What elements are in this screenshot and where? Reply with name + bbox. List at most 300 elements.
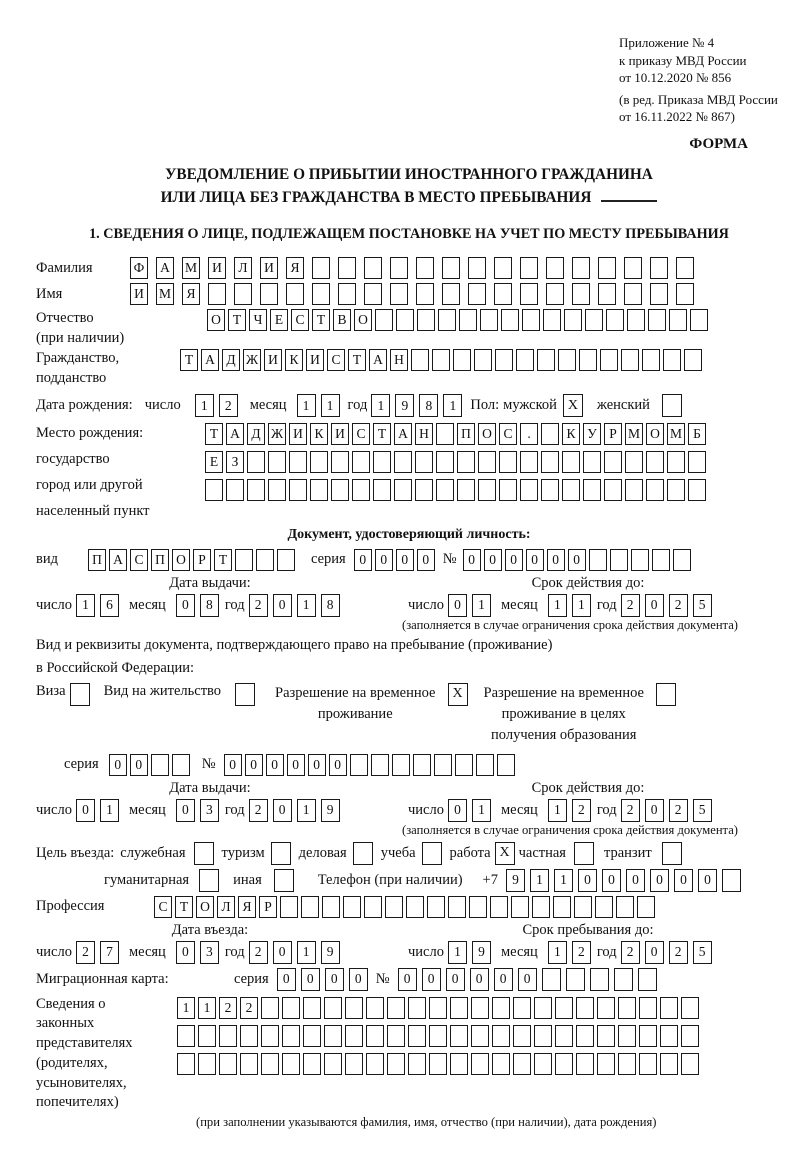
purpose-business-checkbox[interactable] <box>194 842 214 865</box>
char-cell[interactable] <box>650 257 668 279</box>
char-cell[interactable] <box>331 479 349 501</box>
char-cell[interactable]: 0 <box>375 549 393 571</box>
char-cell[interactable]: С <box>291 309 309 331</box>
char-cell[interactable] <box>564 309 582 331</box>
char-cell[interactable] <box>499 451 517 473</box>
char-cell[interactable] <box>494 283 512 305</box>
char-cell[interactable] <box>631 549 649 571</box>
char-cell[interactable]: К <box>562 423 580 445</box>
char-cell[interactable]: 1 <box>472 594 491 617</box>
char-cell[interactable] <box>681 1053 699 1075</box>
char-cell[interactable] <box>343 896 361 918</box>
char-cell[interactable] <box>624 283 642 305</box>
char-cell[interactable] <box>268 451 286 473</box>
char-cell[interactable] <box>198 1025 216 1047</box>
char-cell[interactable]: О <box>196 896 214 918</box>
char-cell[interactable] <box>366 997 384 1019</box>
char-cell[interactable]: 0 <box>578 869 597 892</box>
char-cell[interactable] <box>434 754 452 776</box>
char-cell[interactable] <box>289 451 307 473</box>
char-cell[interactable] <box>303 1025 321 1047</box>
char-cell[interactable]: 0 <box>308 754 326 776</box>
char-cell[interactable] <box>621 349 639 371</box>
char-cell[interactable]: 0 <box>547 549 565 571</box>
char-cell[interactable] <box>151 754 169 776</box>
char-cell[interactable] <box>652 549 670 571</box>
char-cell[interactable]: И <box>208 257 226 279</box>
char-cell[interactable] <box>562 451 580 473</box>
char-cell[interactable]: 1 <box>448 941 467 964</box>
char-cell[interactable] <box>411 349 429 371</box>
char-cell[interactable] <box>442 283 460 305</box>
char-cell[interactable] <box>598 283 616 305</box>
char-cell[interactable]: 2 <box>219 997 237 1019</box>
char-cell[interactable]: 0 <box>349 968 368 991</box>
char-cell[interactable]: 9 <box>321 799 340 822</box>
char-cell[interactable] <box>453 349 471 371</box>
char-cell[interactable] <box>177 1053 195 1075</box>
char-cell[interactable]: 0 <box>354 549 372 571</box>
char-cell[interactable] <box>198 1053 216 1075</box>
char-cell[interactable]: 0 <box>602 869 621 892</box>
char-cell[interactable] <box>429 997 447 1019</box>
residence-permit-checkbox[interactable] <box>235 683 255 706</box>
char-cell[interactable] <box>589 549 607 571</box>
char-cell[interactable]: 1 <box>297 941 316 964</box>
char-cell[interactable]: 0 <box>645 594 664 617</box>
char-cell[interactable] <box>303 997 321 1019</box>
char-cell[interactable] <box>583 451 601 473</box>
char-cell[interactable]: Т <box>214 549 232 571</box>
char-cell[interactable] <box>681 1025 699 1047</box>
char-cell[interactable] <box>480 309 498 331</box>
char-cell[interactable]: 2 <box>621 594 640 617</box>
char-cell[interactable]: 0 <box>277 968 296 991</box>
char-cell[interactable] <box>177 1025 195 1047</box>
char-cell[interactable] <box>345 997 363 1019</box>
char-cell[interactable]: И <box>264 349 282 371</box>
char-cell[interactable] <box>312 283 330 305</box>
char-cell[interactable] <box>469 896 487 918</box>
char-cell[interactable] <box>627 309 645 331</box>
char-cell[interactable] <box>205 479 223 501</box>
char-cell[interactable] <box>350 754 368 776</box>
char-cell[interactable] <box>338 257 356 279</box>
char-cell[interactable] <box>390 283 408 305</box>
char-cell[interactable] <box>513 997 531 1019</box>
char-cell[interactable]: 1 <box>530 869 549 892</box>
char-cell[interactable] <box>566 968 585 991</box>
char-cell[interactable] <box>541 451 559 473</box>
char-cell[interactable] <box>646 479 664 501</box>
char-cell[interactable] <box>676 257 694 279</box>
char-cell[interactable] <box>457 479 475 501</box>
char-cell[interactable] <box>534 1025 552 1047</box>
char-cell[interactable] <box>436 479 454 501</box>
char-cell[interactable] <box>471 997 489 1019</box>
char-cell[interactable]: 0 <box>273 941 292 964</box>
char-cell[interactable]: А <box>201 349 219 371</box>
char-cell[interactable]: С <box>352 423 370 445</box>
char-cell[interactable] <box>324 1053 342 1075</box>
char-cell[interactable]: 1 <box>195 394 214 417</box>
char-cell[interactable]: А <box>369 349 387 371</box>
char-cell[interactable] <box>520 257 538 279</box>
char-cell[interactable]: 0 <box>448 799 467 822</box>
char-cell[interactable]: Т <box>175 896 193 918</box>
char-cell[interactable] <box>494 257 512 279</box>
char-cell[interactable] <box>468 257 486 279</box>
char-cell[interactable]: С <box>499 423 517 445</box>
char-cell[interactable]: 0 <box>76 799 95 822</box>
char-cell[interactable] <box>416 257 434 279</box>
char-cell[interactable] <box>345 1025 363 1047</box>
char-cell[interactable]: 0 <box>494 968 513 991</box>
char-cell[interactable]: О <box>478 423 496 445</box>
char-cell[interactable] <box>513 1025 531 1047</box>
char-cell[interactable] <box>532 896 550 918</box>
purpose-work-checkbox[interactable]: X <box>495 842 515 865</box>
char-cell[interactable] <box>364 257 382 279</box>
char-cell[interactable] <box>282 1053 300 1075</box>
char-cell[interactable] <box>455 754 473 776</box>
char-cell[interactable] <box>373 479 391 501</box>
char-cell[interactable] <box>520 283 538 305</box>
char-cell[interactable]: 0 <box>518 968 537 991</box>
char-cell[interactable] <box>261 997 279 1019</box>
char-cell[interactable] <box>618 1053 636 1075</box>
char-cell[interactable]: 0 <box>422 968 441 991</box>
char-cell[interactable] <box>642 349 660 371</box>
char-cell[interactable] <box>394 479 412 501</box>
char-cell[interactable] <box>546 283 564 305</box>
char-cell[interactable] <box>219 1025 237 1047</box>
char-cell[interactable] <box>364 896 382 918</box>
char-cell[interactable] <box>495 349 513 371</box>
char-cell[interactable]: У <box>583 423 601 445</box>
char-cell[interactable] <box>690 309 708 331</box>
char-cell[interactable] <box>268 479 286 501</box>
purpose-other-checkbox[interactable] <box>274 869 294 892</box>
char-cell[interactable]: О <box>646 423 664 445</box>
char-cell[interactable]: Р <box>259 896 277 918</box>
char-cell[interactable]: 8 <box>419 394 438 417</box>
char-cell[interactable] <box>468 283 486 305</box>
char-cell[interactable]: 1 <box>554 869 573 892</box>
char-cell[interactable] <box>415 479 433 501</box>
char-cell[interactable] <box>240 1025 258 1047</box>
char-cell[interactable]: С <box>327 349 345 371</box>
char-cell[interactable]: А <box>156 257 174 279</box>
char-cell[interactable]: 8 <box>200 594 219 617</box>
char-cell[interactable] <box>650 283 668 305</box>
char-cell[interactable] <box>406 896 424 918</box>
char-cell[interactable]: 2 <box>621 941 640 964</box>
char-cell[interactable]: М <box>182 257 200 279</box>
purpose-study-checkbox[interactable] <box>422 842 442 865</box>
char-cell[interactable]: 0 <box>484 549 502 571</box>
char-cell[interactable]: И <box>260 257 278 279</box>
char-cell[interactable] <box>235 549 253 571</box>
char-cell[interactable] <box>520 479 538 501</box>
char-cell[interactable] <box>553 896 571 918</box>
char-cell[interactable] <box>413 754 431 776</box>
char-cell[interactable]: 2 <box>249 941 268 964</box>
char-cell[interactable]: 0 <box>398 968 417 991</box>
char-cell[interactable] <box>301 896 319 918</box>
purpose-tourism-checkbox[interactable] <box>271 842 291 865</box>
char-cell[interactable] <box>219 1053 237 1075</box>
char-cell[interactable] <box>618 997 636 1019</box>
char-cell[interactable] <box>576 1025 594 1047</box>
char-cell[interactable]: 1 <box>443 394 462 417</box>
char-cell[interactable] <box>648 309 666 331</box>
char-cell[interactable]: 0 <box>526 549 544 571</box>
char-cell[interactable]: 0 <box>301 968 320 991</box>
char-cell[interactable]: 2 <box>249 799 268 822</box>
char-cell[interactable] <box>331 451 349 473</box>
char-cell[interactable] <box>663 349 681 371</box>
purpose-transit-checkbox[interactable] <box>662 842 682 865</box>
char-cell[interactable]: 2 <box>621 799 640 822</box>
char-cell[interactable] <box>604 451 622 473</box>
char-cell[interactable]: 9 <box>321 941 340 964</box>
char-cell[interactable] <box>534 1053 552 1075</box>
char-cell[interactable] <box>448 896 466 918</box>
char-cell[interactable] <box>660 1025 678 1047</box>
char-cell[interactable]: 0 <box>645 799 664 822</box>
char-cell[interactable] <box>558 349 576 371</box>
char-cell[interactable] <box>322 896 340 918</box>
char-cell[interactable] <box>576 1053 594 1075</box>
char-cell[interactable] <box>474 349 492 371</box>
char-cell[interactable]: 5 <box>693 941 712 964</box>
char-cell[interactable] <box>310 479 328 501</box>
char-cell[interactable] <box>234 283 252 305</box>
char-cell[interactable] <box>555 997 573 1019</box>
char-cell[interactable] <box>546 257 564 279</box>
char-cell[interactable]: Т <box>312 309 330 331</box>
char-cell[interactable]: С <box>130 549 148 571</box>
char-cell[interactable] <box>585 309 603 331</box>
char-cell[interactable]: 2 <box>669 941 688 964</box>
char-cell[interactable]: В <box>333 309 351 331</box>
char-cell[interactable]: 1 <box>321 394 340 417</box>
char-cell[interactable] <box>541 423 559 445</box>
char-cell[interactable] <box>562 479 580 501</box>
char-cell[interactable] <box>492 997 510 1019</box>
char-cell[interactable] <box>366 1053 384 1075</box>
char-cell[interactable] <box>614 968 633 991</box>
char-cell[interactable] <box>324 1025 342 1047</box>
char-cell[interactable]: 0 <box>176 594 195 617</box>
char-cell[interactable] <box>375 309 393 331</box>
char-cell[interactable]: И <box>331 423 349 445</box>
char-cell[interactable]: 0 <box>329 754 347 776</box>
purpose-private-checkbox[interactable] <box>574 842 594 865</box>
char-cell[interactable] <box>385 896 403 918</box>
char-cell[interactable] <box>416 283 434 305</box>
char-cell[interactable]: 0 <box>130 754 148 776</box>
char-cell[interactable]: И <box>306 349 324 371</box>
char-cell[interactable]: А <box>394 423 412 445</box>
char-cell[interactable]: О <box>207 309 225 331</box>
char-cell[interactable] <box>673 549 691 571</box>
char-cell[interactable] <box>289 479 307 501</box>
char-cell[interactable] <box>676 283 694 305</box>
char-cell[interactable] <box>392 754 410 776</box>
char-cell[interactable] <box>387 1025 405 1047</box>
char-cell[interactable]: Д <box>247 423 265 445</box>
char-cell[interactable] <box>450 1025 468 1047</box>
char-cell[interactable]: 0 <box>505 549 523 571</box>
char-cell[interactable]: А <box>226 423 244 445</box>
char-cell[interactable]: К <box>310 423 328 445</box>
char-cell[interactable] <box>240 1053 258 1075</box>
char-cell[interactable]: 2 <box>669 799 688 822</box>
char-cell[interactable] <box>639 1053 657 1075</box>
char-cell[interactable] <box>394 451 412 473</box>
char-cell[interactable]: 2 <box>572 799 591 822</box>
char-cell[interactable] <box>583 479 601 501</box>
char-cell[interactable] <box>597 1053 615 1075</box>
char-cell[interactable] <box>478 451 496 473</box>
char-cell[interactable]: . <box>520 423 538 445</box>
char-cell[interactable]: 0 <box>650 869 669 892</box>
char-cell[interactable] <box>387 1053 405 1075</box>
char-cell[interactable]: 1 <box>371 394 390 417</box>
char-cell[interactable] <box>660 1053 678 1075</box>
char-cell[interactable]: 0 <box>273 799 292 822</box>
char-cell[interactable]: 9 <box>506 869 525 892</box>
char-cell[interactable] <box>624 257 642 279</box>
char-cell[interactable]: Е <box>205 451 223 473</box>
char-cell[interactable] <box>432 349 450 371</box>
char-cell[interactable] <box>471 1025 489 1047</box>
char-cell[interactable] <box>436 451 454 473</box>
char-cell[interactable] <box>610 549 628 571</box>
char-cell[interactable] <box>616 896 634 918</box>
char-cell[interactable]: 2 <box>249 594 268 617</box>
char-cell[interactable] <box>390 257 408 279</box>
char-cell[interactable]: Т <box>228 309 246 331</box>
char-cell[interactable] <box>638 968 657 991</box>
char-cell[interactable]: 0 <box>626 869 645 892</box>
char-cell[interactable]: 0 <box>470 968 489 991</box>
char-cell[interactable] <box>478 479 496 501</box>
char-cell[interactable] <box>286 283 304 305</box>
char-cell[interactable]: 0 <box>568 549 586 571</box>
char-cell[interactable]: 6 <box>100 594 119 617</box>
char-cell[interactable]: 0 <box>176 941 195 964</box>
char-cell[interactable] <box>600 349 618 371</box>
char-cell[interactable] <box>542 968 561 991</box>
temp-residence-edu-checkbox[interactable] <box>656 683 676 706</box>
char-cell[interactable] <box>261 1053 279 1075</box>
char-cell[interactable] <box>513 1053 531 1075</box>
char-cell[interactable] <box>597 997 615 1019</box>
purpose-commercial-checkbox[interactable] <box>353 842 373 865</box>
char-cell[interactable]: Я <box>286 257 304 279</box>
char-cell[interactable]: 0 <box>674 869 693 892</box>
char-cell[interactable] <box>371 754 389 776</box>
char-cell[interactable] <box>352 479 370 501</box>
char-cell[interactable] <box>646 451 664 473</box>
char-cell[interactable]: Б <box>688 423 706 445</box>
char-cell[interactable] <box>572 283 590 305</box>
char-cell[interactable] <box>282 997 300 1019</box>
char-cell[interactable]: 1 <box>297 799 316 822</box>
char-cell[interactable] <box>280 896 298 918</box>
char-cell[interactable] <box>511 896 529 918</box>
char-cell[interactable] <box>499 479 517 501</box>
char-cell[interactable] <box>457 451 475 473</box>
char-cell[interactable]: Ж <box>268 423 286 445</box>
char-cell[interactable] <box>597 1025 615 1047</box>
char-cell[interactable]: 1 <box>548 799 567 822</box>
char-cell[interactable] <box>684 349 702 371</box>
char-cell[interactable] <box>625 479 643 501</box>
char-cell[interactable]: 2 <box>219 394 238 417</box>
char-cell[interactable] <box>522 309 540 331</box>
char-cell[interactable] <box>429 1025 447 1047</box>
char-cell[interactable]: Я <box>238 896 256 918</box>
char-cell[interactable]: 1 <box>297 594 316 617</box>
char-cell[interactable]: П <box>457 423 475 445</box>
char-cell[interactable]: Ч <box>249 309 267 331</box>
char-cell[interactable] <box>606 309 624 331</box>
char-cell[interactable]: А <box>109 549 127 571</box>
char-cell[interactable] <box>387 997 405 1019</box>
char-cell[interactable]: 1 <box>472 799 491 822</box>
char-cell[interactable] <box>260 283 278 305</box>
char-cell[interactable] <box>312 257 330 279</box>
purpose-humanitarian-checkbox[interactable] <box>199 869 219 892</box>
char-cell[interactable] <box>459 309 477 331</box>
char-cell[interactable] <box>450 1053 468 1075</box>
char-cell[interactable]: 9 <box>472 941 491 964</box>
char-cell[interactable] <box>364 283 382 305</box>
char-cell[interactable]: С <box>154 896 172 918</box>
char-cell[interactable]: 1 <box>548 594 567 617</box>
char-cell[interactable]: К <box>285 349 303 371</box>
char-cell[interactable]: 1 <box>548 941 567 964</box>
char-cell[interactable]: П <box>151 549 169 571</box>
char-cell[interactable]: Д <box>222 349 240 371</box>
char-cell[interactable] <box>172 754 190 776</box>
char-cell[interactable] <box>277 549 295 571</box>
char-cell[interactable]: Т <box>373 423 391 445</box>
char-cell[interactable]: 1 <box>297 394 316 417</box>
char-cell[interactable]: Н <box>415 423 433 445</box>
char-cell[interactable]: 7 <box>100 941 119 964</box>
char-cell[interactable] <box>476 754 494 776</box>
char-cell[interactable]: Т <box>348 349 366 371</box>
char-cell[interactable] <box>637 896 655 918</box>
char-cell[interactable] <box>373 451 391 473</box>
char-cell[interactable]: 5 <box>693 799 712 822</box>
char-cell[interactable]: З <box>226 451 244 473</box>
char-cell[interactable]: Р <box>193 549 211 571</box>
char-cell[interactable] <box>534 997 552 1019</box>
char-cell[interactable] <box>618 1025 636 1047</box>
char-cell[interactable] <box>345 1053 363 1075</box>
char-cell[interactable] <box>497 754 515 776</box>
char-cell[interactable]: 0 <box>446 968 465 991</box>
char-cell[interactable]: 1 <box>76 594 95 617</box>
char-cell[interactable] <box>492 1053 510 1075</box>
char-cell[interactable]: 0 <box>109 754 127 776</box>
